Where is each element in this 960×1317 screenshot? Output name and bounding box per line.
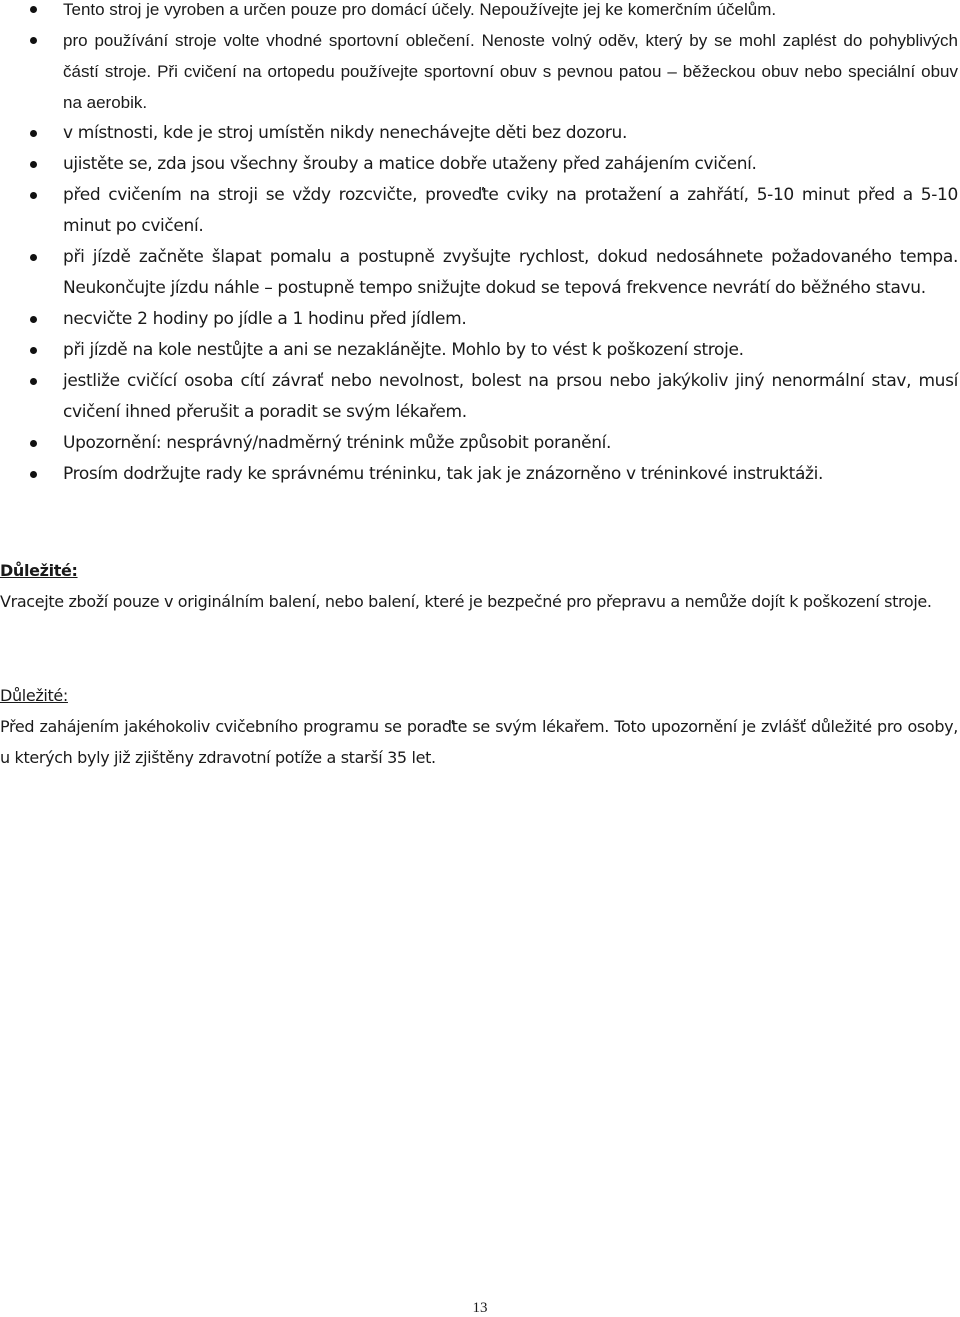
bullet-icon [30, 130, 37, 137]
bullet-icon [30, 161, 37, 168]
list-item [0, 0, 958, 25]
bullet-icon [30, 37, 37, 44]
bullet-icon [30, 347, 37, 354]
important-text: Před zahájením jakéhokoliv cvičebního programu se poraďte se svým lékařem. Toto upozornění je zvlášť důležité pro osoby, u kterých byly již zjištěny zdravotní potíže a starší 35 let. [0, 717, 958, 767]
bullet-icon [30, 471, 37, 478]
list-item-text: jestliže cvičící osoba cítí závrať nebo nevolnost, bolest na prsou nebo jakýkoliv jiný nenormální stav, musí cvičení ihned přerušit a poradit se svým lékařem. [63, 371, 958, 422]
bullet-icon [30, 192, 37, 199]
list-item-text: ujistěte se, zda jsou všechny šrouby a matice dobře utaženy před zahájením cvičení. [63, 154, 757, 174]
list-item [0, 366, 958, 428]
list-item [0, 180, 958, 242]
list-item [0, 149, 958, 180]
bullet-icon [30, 378, 37, 385]
important-section-doctor [0, 680, 958, 773]
bullet-icon [30, 6, 37, 13]
bullet-icon [30, 254, 37, 261]
important-heading: Důležité: [0, 561, 78, 580]
list-item-text: necvičte 2 hodiny po jídle a 1 hodinu před jídlem. [63, 309, 467, 329]
list-item-text: při jízdě začněte šlapat pomalu a postupně zvyšujte rychlost, dokud nedosáhnete požadovaného tempa. Neukončujte jízdu náhle – postupně tempo snižujte dokud se tepová frekvence nevrátí do běžného stavu. [63, 247, 958, 298]
list-item-text: Tento stroj je vyroben a určen pouze pro domácí účely. Nepoužívejte jej ke komerčním účelům. [63, 0, 777, 19]
important-section-return [0, 555, 958, 617]
list-item-text: před cvičením na stroji se vždy rozcvičte, proveďte cviky na protažení a zahřátí, 5-10 minut před a 5-10 minut po cvičení. [63, 185, 958, 236]
list-item [0, 25, 958, 118]
list-item-text: v místnosti, kde je stroj umístěn nikdy nenechávejte děti bez dozoru. [63, 123, 627, 143]
list-item [0, 242, 958, 304]
list-item [0, 304, 958, 335]
page-number: 13 [472, 1300, 488, 1316]
bullet-icon [30, 440, 37, 447]
list-item [0, 335, 958, 366]
list-item-text: pro používání stroje volte vhodné sportovní oblečení. Nenoste volný oděv, který by se mohl zaplést do pohyblivých částí stroje. Při cvičení na ortopedu používejte sportovní obuv s pevnou patou – běžeckou obuv nebo speciální obuv na aerobik. [63, 31, 958, 112]
list-item-text: při jízdě na kole nestůjte a ani se nezaklánějte. Mohlo by to vést k poškození stroje. [63, 340, 744, 360]
list-item [0, 459, 958, 490]
important-heading: Důležité: [0, 686, 68, 705]
safety-instructions-list [0, 0, 958, 490]
list-item-text: Upozornění: nesprávný/nadměrný trénink může způsobit poranění. [63, 433, 612, 453]
list-item-text: Prosím dodržujte rady ke správnému tréninku, tak jak je znázorněno v tréninkové instruktáži. [63, 464, 824, 484]
important-text: Vracejte zboží pouze v originálním balení, nebo balení, které je bezpečné pro přepravu a nemůže dojít k poškození stroje. [0, 592, 932, 611]
bullet-icon [30, 316, 37, 323]
list-item [0, 428, 958, 459]
list-item [0, 118, 958, 149]
